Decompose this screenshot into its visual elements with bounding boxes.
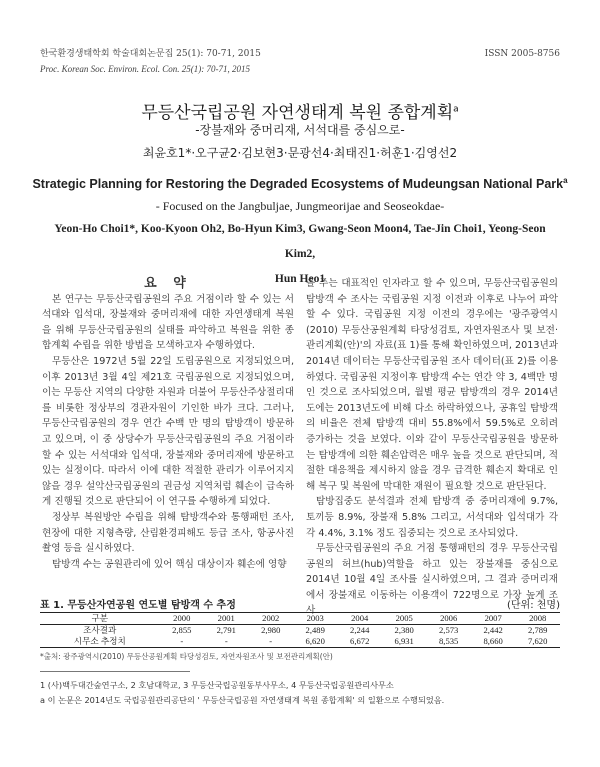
left-column (42, 276, 294, 572)
right-column (306, 276, 558, 619)
table-unit: (단위: 천명) (507, 600, 560, 611)
table-cell: 8,660 (471, 636, 515, 648)
issn: ISSN 2005-8756 (484, 49, 560, 59)
table-cell: 2,791 (216, 625, 236, 635)
journal-en: Proc. Korean Soc. Environ. Ecol. Con. 25(1): 70-71, 2015 (40, 64, 250, 74)
table-header-cell: 2002 (249, 613, 293, 625)
table-cell: 조사결과 (83, 625, 117, 635)
left-paragraph: 무등산은 1972년 5월 22일 도립공원으로 지정되었으며, 이후 2013년 3월 4일 제21호 국립공원으로 지정되었으며, 이는 무등산 지역의 다양한 자원과 더불어 무등산주상절리대를 비롯한 정상부의 경관자원이 기인한 바가 크다. 그러나, 무등산국립공원의 경우 연간 수백 만 명의 탐방객이 방문하고 있으며, 이 중 상당수가 무등산국립공원의 주요 거점이라 할 수 있는 서석대와 입석대, 장불재와 중머리재에 방문하고 있는 실정이다. 따라서 이에 대한 적절한 관리가 이루어지지 않을 경우 설악산국립공원의 권금성 지역처럼 훼손이 급속하게 진행될 것으로 판단되어 이 연구를 수행하게 되었다. (42, 355, 294, 508)
table-cell: 2,980 (261, 625, 281, 635)
right-paragraph: 무등산국립공원의 주요 거점 통행패턴의 경우 무등산국립공원의 허브(hub)역할을 하고 있는 장불재를 중심으로 2014년 10월 4일 조사를 실시하였으며, 그 결과 증머리재에서 장불재로 이동하는 이용객이 722명으로 가장 높게 조사 (306, 543, 558, 617)
table-cell: - (160, 636, 204, 648)
right-paragraph: 탐방집중도 분석결과 전체 탐방객 중 중머리재에 9.7%, 토끼등 8.9%, 장불재 5.8% 그리고, 서석대와 입석대가 각각 4.4%, 3.1% 정도 집중되는 것으로 조사되었다. (306, 496, 558, 539)
left-paragraph: 정상부 복원방안 수립을 위해 탐방객수와 통행패턴 조사, 현장에 대한 지형측량, 산림환경피해도 등급 조사, 항공사진 촬영 등을 실시하였다. (42, 511, 294, 555)
table-cell: 6,620 (293, 636, 337, 648)
authors-en-line1: Yeon-Ho Choi1*, Koo-Kyoon Oh2, Bo-Hyun Kim3, Gwang-Seon Moon4, Tae-Jin Choi1, Yeong-Seon Kim2, (54, 223, 546, 260)
table-header-cell: 2005 (382, 613, 426, 625)
table-header-cell: 2003 (293, 613, 337, 625)
table-cell: 2,380 (394, 625, 414, 635)
table-header-cell: 2001 (204, 613, 248, 625)
table-caption: 표 1. 무등산자연공원 연도별 탐방객 수 추정 (40, 600, 236, 611)
footnote-divider (40, 671, 190, 672)
paper-title-kr (0, 98, 600, 123)
table-cell: 시무소 추정치 (40, 636, 160, 648)
table-cell: 6,931 (382, 636, 426, 648)
paper-title-kr-text: 무등산국립공원 자연생태계 복원 종합계획 (141, 103, 454, 123)
abstract-heading: 요 약 (144, 276, 192, 291)
visitor-table (40, 612, 560, 648)
table-cell: 2,442 (483, 625, 503, 635)
paper-subtitle-en: - Focused on the Jangbuljae, Jungmeorijae and Seoseokdae- (155, 199, 445, 213)
table-header-cell: 2004 (337, 613, 381, 625)
left-paragraph: 탐방객 수는 공원관리에 있어 핵심 대상이자 훼손에 영향 (52, 558, 287, 570)
table-cell: - (249, 636, 293, 648)
table-cell: 2,489 (305, 625, 325, 635)
running-header (40, 47, 560, 77)
table-header-cell: 2008 (515, 613, 560, 625)
table-cell: 2,855 (172, 625, 192, 635)
table-cell: 2,244 (350, 625, 370, 635)
right-paragraph: 을 주는 대표적인 인자라고 할 수 있으며, 무등산국립공원의 탐방객 수 조사는 국립공원 지정 이전과 이후로 나누어 파악할 수 있다. 국립공원 지정 이전의 경우에는 '광주광역시(2010) 무등산공원계획 타당성검토, 자연자원조사 및 보전·관리계획(안)'의 자료(표 1)를 통해 확인하였으며, 2013년과 2014년 데이터는 무등산국립공원 조사 데이터(표 2)를 이용하였다. 국립공원 지정이후 탐방객 수는 연간 약 3, 4백만 명인 것으로 조사되었으며, 월별 평균 탐방객의 경우 2014년도에는 2013년도에 비해 다소 하락하였으나, 공휴일 탐방객의 비율은 전체 탐방객 대비 55.8%에서 59.5%로 오히려 증가하는 것을 보였다. 이와 같이 무등산국립공원을 방문하는 탐방객에 의한 훼손압력은 매우 높을 것으로 판단되며, 적절한 대응책을 제시하지 않을 경우 급격한 훼손지 확대로 인해 복구 및 복원에 막대한 재원이 필요할 것으로 판단된다. (306, 278, 558, 492)
table-cell: - (204, 636, 248, 648)
table-cell: 7,620 (515, 636, 560, 648)
table-cell: 2,573 (439, 625, 459, 635)
footnote-funding: a 이 논문은 2014년도 국립공원관리공단의 ' 무등산국립공원 자연생태계 복원 종합계획' 의 일환으로 수행되었음. (40, 695, 445, 705)
table-header-cell: 2007 (471, 613, 515, 625)
paper-title-en-text: Strategic Planning for Restoring the Degraded Ecosystems of Mudeungsan National Park (32, 177, 564, 192)
authors-kr: 최윤호1*·오구균2·김보현3·문광선4·최태진1·허훈1·김영선2 (142, 146, 458, 160)
table-source-note: *출처: 광주광역시(2010) 무등산공원계획 타당성검토, 자연자원조사 및 보전관리계획(안) (40, 652, 333, 661)
table-header-cell: 구분 (40, 613, 160, 625)
footnote-affiliations: 1 (사)백두대간숲연구소, 2 호남대학교, 3 무등산국립공원동부사무소, 4 무등산국립공원관리사무소 (40, 680, 394, 690)
table-header-cell: 2000 (160, 613, 204, 625)
table-cell: 6,672 (337, 636, 381, 648)
journal-kr: 한국환경생태학회 학술대회논문집 25(1): 70-71, 2015 (40, 49, 261, 59)
authors-en-line2: Hun Heo1 (274, 273, 326, 285)
table-row (40, 636, 560, 648)
table-cell: 2,789 (528, 625, 548, 635)
title-footnote-mark: a (453, 104, 459, 115)
left-paragraph: 본 연구는 무등산국립공원의 주요 거점이라 할 수 있는 서석대와 입석대, 장불재와 중머리재에 대한 자연생태계 복원을 위해 무등산국립공원의 실태를 파악하고 복원을 위한 종합계획 수립을 위한 방법을 모색하고자 수행하였다. (42, 293, 294, 352)
table-header-cell: 2006 (426, 613, 470, 625)
title-en-footnote-mark: a (563, 176, 568, 185)
table-header-row (40, 613, 560, 625)
table-row (40, 625, 560, 637)
paper-title-en (0, 176, 600, 191)
paper-subtitle-kr: -장불재와 중머리재, 서석대를 중심으로- (195, 123, 405, 137)
table-cell: 8,535 (426, 636, 470, 648)
